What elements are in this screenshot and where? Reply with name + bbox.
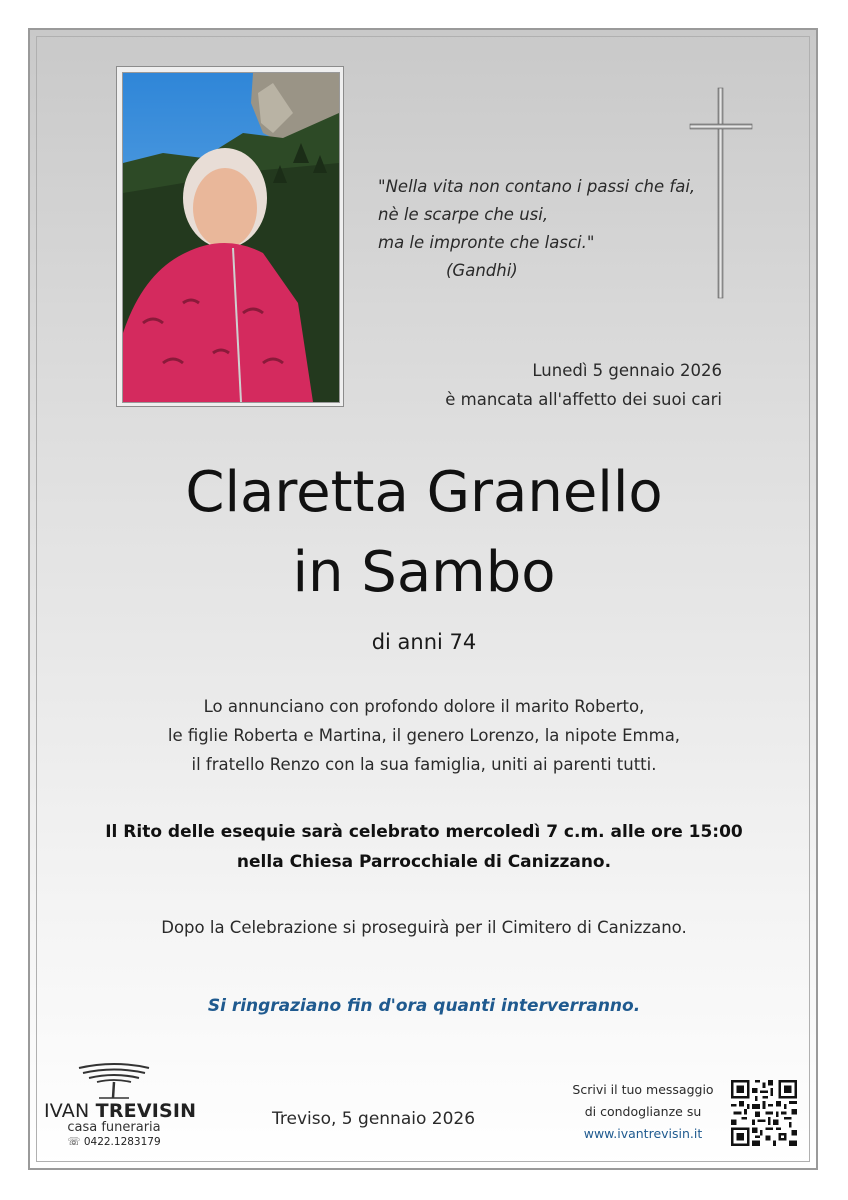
brand-first: IVAN <box>44 1100 90 1122</box>
condolence-invite <box>566 1079 720 1145</box>
gandhi-quote <box>378 173 698 285</box>
quote-line: nè le scarpe che usi, <box>378 205 549 224</box>
quote-line: ma le impronte che lasci." <box>378 233 595 252</box>
cross-icon <box>686 86 756 302</box>
family-line: il fratello Renzo con la sua famiglia, uniti ai parenti tutti. <box>191 755 657 774</box>
burial-info: Dopo la Celebrazione si proseguirà per il Cimitero di Canizzano. <box>161 918 687 937</box>
brand-subtitle: casa funeraria <box>67 1120 161 1135</box>
deceased-name: Claretta Granello <box>185 460 663 525</box>
deceased-married-name: in Sambo <box>292 540 556 605</box>
death-phrase: è mancata all'affetto dei suoi cari <box>445 390 722 409</box>
brand-last: TREVISIN <box>95 1100 197 1122</box>
qr-code-icon[interactable] <box>731 1080 797 1146</box>
quote-author: (Gandhi) <box>446 261 518 280</box>
deceased-age: di anni 74 <box>371 630 477 654</box>
condolence-line: di condoglianze su <box>584 1104 702 1119</box>
quote-line: "Nella vita non contano i passi che fai, <box>378 177 696 196</box>
brand-phone-row <box>44 1136 184 1148</box>
rite-line: nella Chiesa Parrocchiale di Canizzano. <box>236 852 612 872</box>
family-line: le figlie Roberta e Martina, il genero Lorenzo, la nipote Emma, <box>167 726 681 745</box>
funeral-home-logo <box>44 1060 197 1148</box>
thanks-message: Si ringraziano fin d'ora quanti interverranno. <box>207 996 641 1016</box>
death-announcement <box>445 356 722 414</box>
brand-phone: 0422.1283179 <box>83 1136 161 1148</box>
website-link[interactable]: www.ivantrevisin.it <box>583 1126 703 1141</box>
phone-icon: ☏ <box>67 1136 81 1148</box>
rite-line: Il Rito delle esequie sarà celebrato mercoledì 7 c.m. alle ore 15:00 <box>105 822 743 842</box>
condolence-line: Scrivi il tuo messaggio <box>572 1082 714 1097</box>
portrait-photo-frame <box>116 66 344 407</box>
death-date: Lunedì 5 gennaio 2026 <box>532 361 722 380</box>
family-announcement <box>0 692 848 779</box>
place-and-date: Treviso, 5 gennaio 2026 <box>272 1109 476 1129</box>
funeral-rite-info <box>0 817 848 877</box>
brand-name <box>44 1100 197 1122</box>
tree-logo-icon <box>69 1060 159 1100</box>
family-line: Lo annunciano con profondo dolore il marito Roberto, <box>203 697 645 716</box>
portrait-photo <box>122 72 340 403</box>
